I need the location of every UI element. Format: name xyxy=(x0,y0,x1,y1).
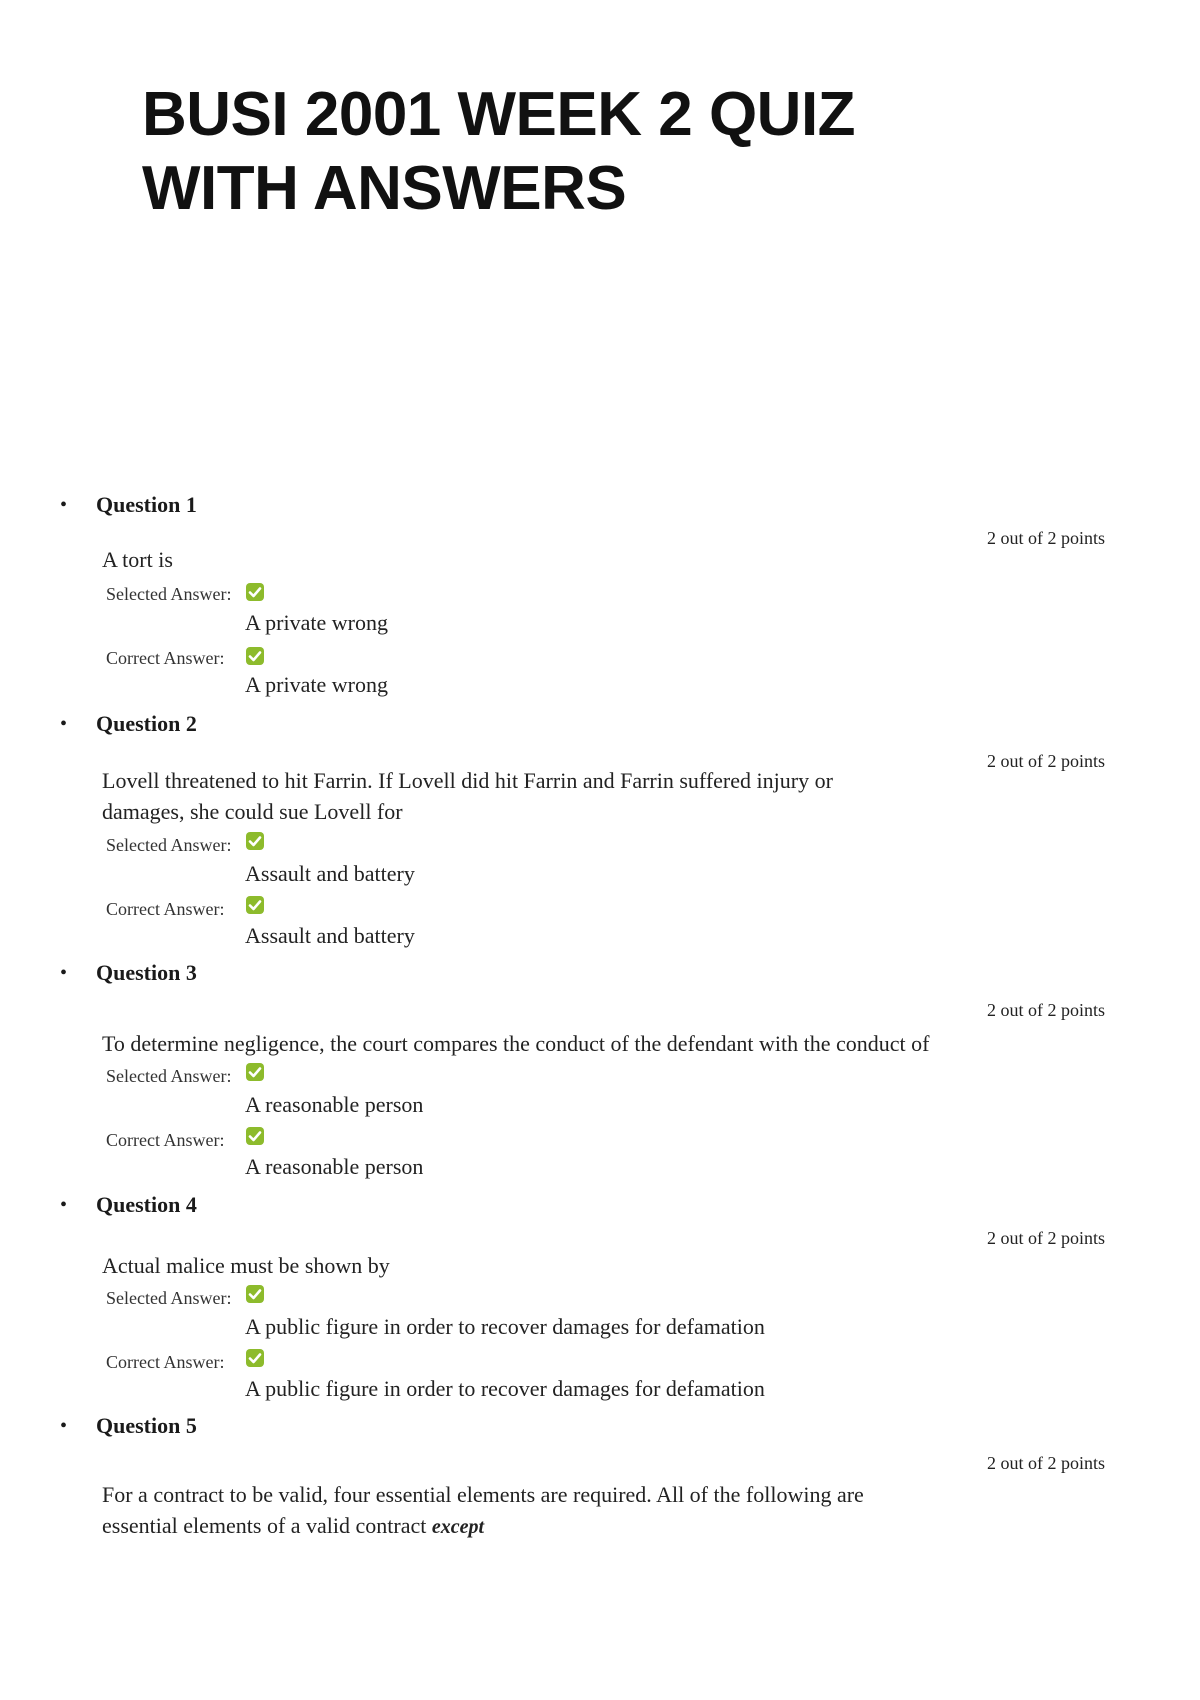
question-text-line-2-main: essential elements of a valid contract xyxy=(102,1513,427,1538)
check-icon xyxy=(245,582,265,602)
bullet-icon: • xyxy=(60,1415,68,1437)
correct-answer-label: Correct Answer: xyxy=(106,1130,225,1150)
correct-answer: A public figure in order to recover damages for defamation xyxy=(245,1376,765,1401)
question-text: A tort is xyxy=(102,547,173,572)
check-icon xyxy=(245,831,265,851)
points-badge: 2 out of 2 points xyxy=(986,528,1105,548)
check-icon xyxy=(245,646,265,666)
question-heading: Question 4 xyxy=(96,1192,197,1217)
bullet-icon: • xyxy=(60,962,68,984)
selected-answer-label: Selected Answer: xyxy=(106,584,232,604)
bullet-icon: • xyxy=(60,713,68,735)
question-heading: Question 3 xyxy=(96,960,197,985)
bullet-icon: • xyxy=(60,1194,68,1216)
question-heading: Question 5 xyxy=(96,1413,197,1438)
question-heading: Question 1 xyxy=(96,492,197,517)
check-icon xyxy=(245,1348,265,1368)
selected-answer-label: Selected Answer: xyxy=(106,1288,232,1308)
check-icon xyxy=(245,895,265,915)
correct-answer: Assault and battery xyxy=(245,923,415,948)
check-icon xyxy=(245,1126,265,1146)
correct-answer: A reasonable person xyxy=(245,1154,424,1179)
correct-answer-label: Correct Answer: xyxy=(106,1352,225,1372)
selected-answer-label: Selected Answer: xyxy=(106,1066,232,1086)
question-text: To determine negligence, the court compares the conduct of the defendant with the conduct of xyxy=(102,1031,930,1056)
points-badge: 2 out of 2 points xyxy=(986,1228,1105,1248)
correct-answer-label: Correct Answer: xyxy=(106,899,225,919)
correct-answer: A private wrong xyxy=(245,672,388,697)
title-line-1: BUSI 2001 WEEK 2 QUIZ xyxy=(142,80,856,149)
title-line-2: WITH ANSWERS xyxy=(142,154,627,223)
points-badge: 2 out of 2 points xyxy=(986,1000,1105,1020)
selected-answer-label: Selected Answer: xyxy=(106,835,232,855)
question-heading: Question 2 xyxy=(96,711,197,736)
document-title xyxy=(142,78,855,226)
correct-answer-label: Correct Answer: xyxy=(106,648,225,668)
question-text-line-1: For a contract to be valid, four essential elements are required. All of the following are xyxy=(102,1482,864,1507)
selected-answer: A reasonable person xyxy=(245,1092,424,1117)
check-icon xyxy=(245,1062,265,1082)
bullet-icon: • xyxy=(60,494,68,516)
question-text-line-1: Lovell threatened to hit Farrin. If Lovell did hit Farrin and Farrin suffered injury or xyxy=(102,768,833,793)
check-icon xyxy=(245,1284,265,1304)
question-emphasis: except xyxy=(431,1516,485,1538)
question-text xyxy=(102,1479,1002,1543)
points-badge: 2 out of 2 points xyxy=(986,1453,1105,1473)
question-text xyxy=(102,765,1002,827)
selected-answer: A private wrong xyxy=(245,610,388,635)
selected-answer: Assault and battery xyxy=(245,861,415,886)
question-text: Actual malice must be shown by xyxy=(102,1253,390,1278)
selected-answer: A public figure in order to recover damages for defamation xyxy=(245,1314,765,1339)
points-badge: 2 out of 2 points xyxy=(986,751,1105,771)
question-text-line-2: damages, she could sue Lovell for xyxy=(102,799,403,824)
question-text-line-2 xyxy=(102,1510,1002,1543)
